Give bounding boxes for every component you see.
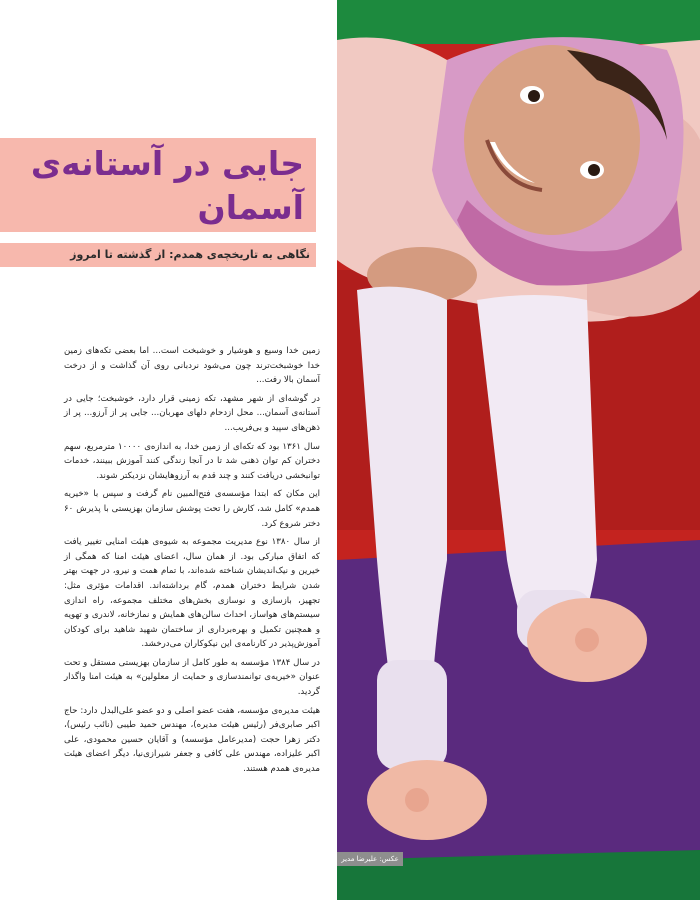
paragraph: از سال ۱۳۸۰ نوع مدیریت مجموعه به شیوه‌ی هیئت امنایی تغییر یافت که اتفاق مبارکی بود. از همان سال، اعضای هیئت امنا که همگی از خیرین و نیک‌اندیشان شناخته شده‌اند، با تمام همت و نیرو، در جهت بهتر شدن شرایط دختران همدم، گام برداشته‌اند. اقدامات مؤثری مثل: تجهیز، بازسازی و نوسازی بخش‌های مختلف مجموعه، راه اندازی سیستم‌های هواساز، احداث سالن‌های همایش و نمازخانه، لاندری و تهویه و همچنین تکمیل و بهره‌برداری از ساختمان شهید شاهید برای کودکان آموزش‌پذیر در کارنامه‌ی این نیکوکاران می‌درخشد. — [64, 537, 320, 650]
article-title: جایی در آستانه‌ی آسمان — [30, 144, 304, 227]
paragraph: هیئت مدیره‌ی مؤسسه، هفت عضو اصلی و دو عضو علی‌البدل دارد: حاج اکبر صابری‌فر (رئیس هیئت مدیره)، مهندس حمید طیبی (نائب رئیس)، دکتر زهرا حجت (مدیرعامل مؤسسه) و آقایان حسین محمودی، علی اکبر علیزاده، مهندس علی کافی و جعفر شیرازی‌نیا، دیگر اعضای هیئت مدیره‌ی همدم هستند. — [64, 705, 320, 775]
article-body — [64, 344, 320, 781]
title-banner — [0, 138, 316, 232]
paragraph: در گوشه‌ای از شهر مشهد، تکه زمینی قرار دارد، خوشبخت؛ جایی در آستانه‌ی آسمان... محل ازدحام دلهای مهربان... جایی پر از آرزو... پر از ذهن‌های سپید و بی‌فریب... — [64, 393, 320, 433]
paragraph: در سال ۱۳۸۴ مؤسسه به طور کامل از سازمان بهزیستی مستقل و تحت عنوان «خیریه‌ی توانمندسازی و حمایت از معلولین» به هیئت امنا واگذار گردید. — [64, 657, 320, 698]
paragraph: این مکان که ابتدا مؤسسه‌ی فتح‌المبین نام گرفت و سپس با «خیریه همدم» کامل شد، کارش را تحت پوشش سازمان بهزیستی با پذیرش ۶۰ دختر شروع کرد. — [64, 489, 320, 529]
subtitle-banner — [0, 243, 316, 267]
photo-credit: عکس: علیرضا مدیر — [337, 852, 403, 866]
girl-on-mat-photo-icon — [337, 0, 700, 900]
paragraph: سال ۱۳۶۱ بود که تکه‌ای از زمین خدا، به اندازه‌ی ۱۰۰۰۰ مترمربع، سهم دختران کم توان ذهنی شد تا در آنجا زندگی کنند آموزش ببینند، خدمات توانبخشی دریافت کنند و چند قدم به آرزوهایشان نزدیکتر شوند. — [64, 441, 320, 481]
cover-photo — [337, 0, 700, 900]
article-subtitle: نگاهی به تاریخچه‌ی همدم: از گذشته تا امروز — [70, 248, 310, 261]
paragraph: زمین خدا وسیع و هوشیار و خوشبخت است... اما بعضی تکه‌های زمین خدا خوشبخت‌ترند چون می‌شود نردبانی روی آن گذاشت و از درخت آسمان بالا رفت... — [64, 346, 320, 386]
